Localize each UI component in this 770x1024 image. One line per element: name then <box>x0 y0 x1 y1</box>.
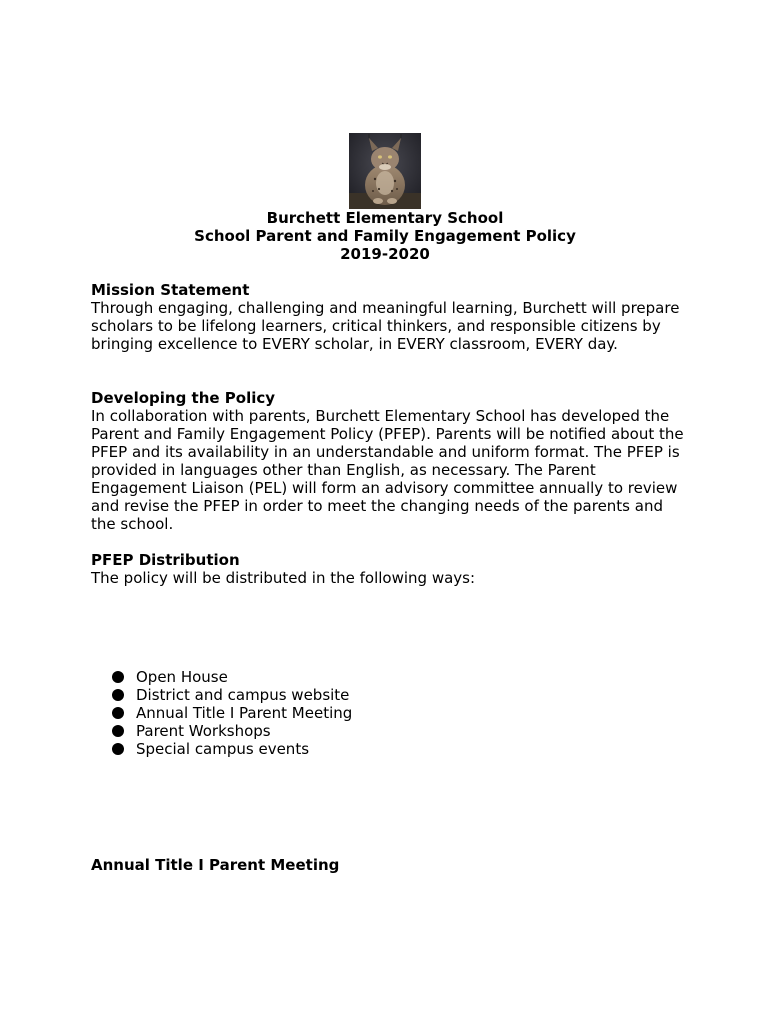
developing-policy-body: In collaboration with parents, Burchett Elementary School has developed the Parent and Family Engagement Policy (PFEP). Parents will be notified about the PFEP and its availability in an understandable and uniform format. The PFEP is provided in languages other than English, as necessary. The Parent Engagement Liaison (PEL) will form an advisory committee annually to review and revise the PFEP in order to meet the changing needs of the parents and the school. <box>91 407 684 533</box>
developing-policy-heading: Developing the Policy <box>91 389 276 407</box>
list-item-label: Open House <box>136 668 228 686</box>
pfep-distribution-heading: PFEP Distribution <box>91 551 240 569</box>
mission-body: Through engaging, challenging and meaningful learning, Burchett will prepare scholars to be lifelong learners, critical thinkers, and responsible citizens by bringing excellence to EVERY scholar, in EVERY classroom, EVERY day. <box>91 299 680 353</box>
pfep-distribution-intro: The policy will be distributed in the following ways: <box>91 569 476 587</box>
bullet-icon <box>112 725 124 737</box>
list-item-label: Parent Workshops <box>136 722 271 740</box>
mission-section <box>91 281 691 353</box>
list-item <box>112 704 352 722</box>
bullet-icon <box>112 689 124 701</box>
mission-heading: Mission Statement <box>91 281 250 299</box>
bullet-icon <box>112 743 124 755</box>
list-item <box>112 668 352 686</box>
bullet-icon <box>112 671 124 683</box>
title-meeting-heading: Annual Title I Parent Meeting <box>91 856 340 874</box>
pfep-distribution-section <box>91 551 691 587</box>
school-name: Burchett Elementary School <box>266 209 504 227</box>
policy-title: School Parent and Family Engagement Policy <box>194 227 576 245</box>
list-item <box>112 740 352 758</box>
list-item-label: District and campus website <box>136 686 350 704</box>
list-item <box>112 722 352 740</box>
distribution-list <box>112 668 352 758</box>
bullet-icon <box>112 707 124 719</box>
document-header <box>0 209 770 263</box>
developing-policy-section <box>91 389 691 533</box>
school-year: 2019-2020 <box>340 245 430 263</box>
list-item-label: Annual Title I Parent Meeting <box>136 704 353 722</box>
bobcat-logo-image <box>349 133 421 209</box>
list-item-label: Special campus events <box>136 740 310 758</box>
list-item <box>112 686 352 704</box>
